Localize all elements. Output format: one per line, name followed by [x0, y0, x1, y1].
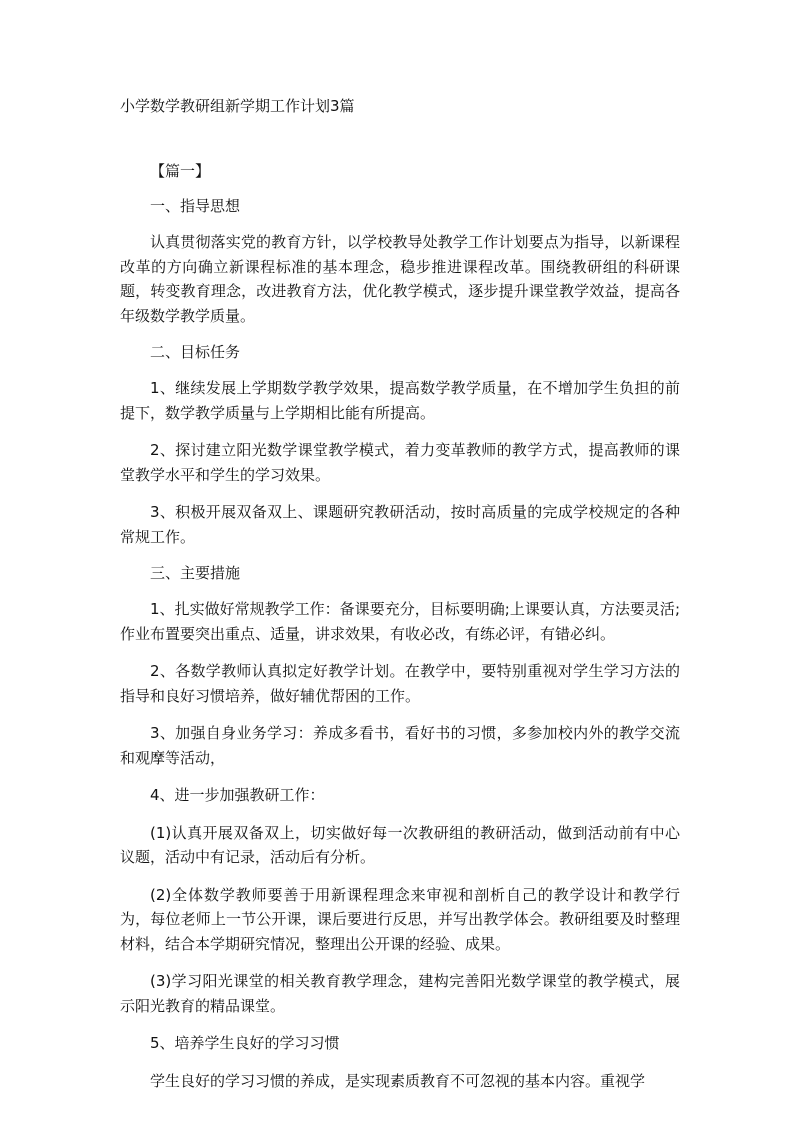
document-body — [120, 160, 680, 1093]
paragraph: (2)全体数学教师要善于用新课程理念来审视和剖析自己的教学设计和教学行为，每位老师上一节公开课，课后要进行反思，并写出教学体会。教研组要及时整理材料，结合本学期研究情况，整理出公开课的经验、成果。 — [120, 885, 680, 953]
paragraph: 认真贯彻落实党的教育方针，以学校教导处教学工作计划要点为指导，以新课程改革的方向确立新课程标准的基本理念，稳步推进课程改革。围绕教研组的科研课题，转变教育理念，改进教育方法，优化教学模式，逐步提升课堂教学效益，提高各年级数学教学质量。 — [120, 233, 680, 325]
section-heading-measures: 三、主要措施 — [150, 564, 241, 582]
paragraph: 2、探讨建立阳光数学课堂教学模式，着力变革教师的教学方式，提高教师的课堂教学水平和学生的学习效果。 — [120, 441, 680, 484]
paragraph: (3)学习阳光课堂的相关教育教学理念，建构完善阳光数学课堂的教学模式，展示阳光教育的精品课堂。 — [120, 972, 680, 1015]
section-heading-guiding-ideology: 一、指导思想 — [150, 197, 241, 215]
part-label: 【篇一】 — [150, 162, 211, 180]
paragraph: 3、加强自身业务学习：养成多看书，看好书的习惯，多参加校内外的教学交流和观摩等活动， — [120, 724, 680, 767]
paragraph: 1、继续发展上学期数学教学效果，提高数学教学质量，在不增加学生负担的前提下，数学教学质量与上学期相比能有所提高。 — [120, 379, 680, 422]
paragraph: 4、进一步加强教研工作： — [150, 786, 325, 804]
paragraph: 3、积极开展双备双上、课题研究教研活动，按时高质量的完成学校规定的各种常规工作。 — [120, 503, 680, 546]
paragraph: 2、各数学教师认真拟定好教学计划。在教学中，要特别重视对学生学习方法的指导和良好习惯培养，做好辅优帮困的工作。 — [120, 662, 680, 705]
paragraph: (1)认真开展双备双上，切实做好每一次教研组的教研活动，做到活动前有中心议题，活动中有记录，活动后有分析。 — [120, 823, 680, 866]
paragraph: 1、扎实做好常规教学工作：备课要充分，目标要明确;上课要认真，方法要灵活;作业布置要突出重点、适量，讲求效果，有收必改，有练必评，有错必纠。 — [120, 600, 680, 643]
document-title: 小学数学教研组新学期工作计划3篇 — [120, 97, 355, 115]
paragraph: 学生良好的学习习惯的养成，是实现素质教育不可忽视的基本内容。重视学 — [150, 1071, 646, 1090]
section-heading-goals: 二、目标任务 — [150, 343, 241, 361]
paragraph: 5、培养学生良好的学习习惯 — [150, 1034, 340, 1052]
